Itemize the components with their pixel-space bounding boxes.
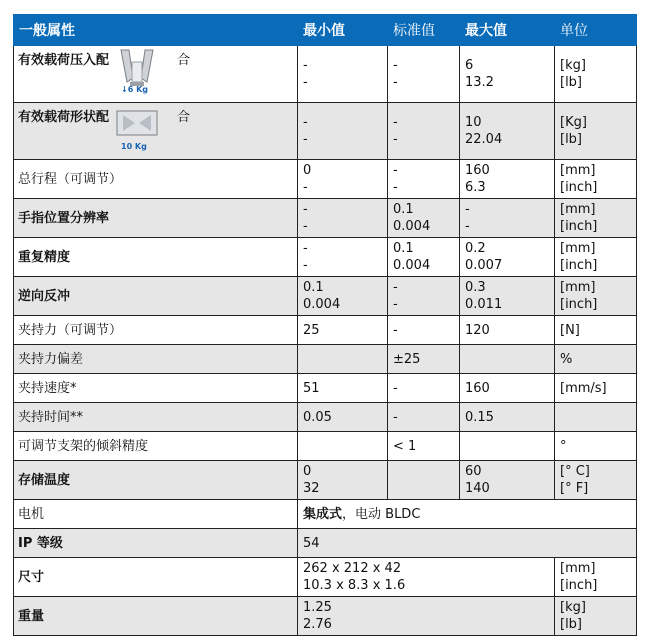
unit-cell bbox=[555, 403, 637, 432]
unit-cell: [mm] [inch] bbox=[555, 277, 637, 316]
unit-cell: [° C] [° F] bbox=[555, 461, 637, 500]
unit-cell: % bbox=[555, 345, 637, 374]
max-cell bbox=[460, 345, 555, 374]
row-label: IP 等级 bbox=[14, 529, 298, 558]
table-row bbox=[14, 403, 637, 432]
row-label-suffix: 合 bbox=[177, 53, 191, 68]
table-row bbox=[14, 316, 637, 345]
payload-tag: 10 Kg bbox=[121, 142, 147, 151]
payload-tag: ↓6 Kg bbox=[121, 85, 148, 94]
max-cell: 0.3 0.011 bbox=[460, 277, 555, 316]
max-cell: - - bbox=[460, 199, 555, 238]
unit-cell: [mm] [inch] bbox=[555, 199, 637, 238]
spec-table bbox=[13, 14, 637, 636]
weight-value: 1.25 2.76 bbox=[298, 597, 555, 636]
nominal-cell: - - bbox=[388, 277, 460, 316]
max-cell: 60 140 bbox=[460, 461, 555, 500]
table-row bbox=[14, 199, 637, 238]
min-cell: - - bbox=[298, 238, 388, 277]
nominal-cell: ±25 bbox=[388, 345, 460, 374]
row-label: 存储温度 bbox=[14, 461, 298, 500]
unit-cell: [N] bbox=[555, 316, 637, 345]
row-label-suffix: 合 bbox=[177, 110, 191, 125]
gripper-force-fit-image bbox=[115, 48, 159, 98]
row-label-cell bbox=[14, 46, 298, 103]
row-label: 有效载荷压入配 bbox=[18, 53, 110, 68]
table-row bbox=[14, 238, 637, 277]
row-label: 夹持速度* bbox=[14, 374, 298, 403]
unit-cell: [mm] [inch] bbox=[555, 238, 637, 277]
header-min: 最小值 bbox=[298, 15, 388, 46]
unit-cell: [Kg] [lb] bbox=[555, 103, 637, 160]
table-row bbox=[14, 500, 637, 529]
max-cell: 160 6.3 bbox=[460, 160, 555, 199]
nominal-cell: 0.1 0.004 bbox=[388, 238, 460, 277]
nominal-cell: - - bbox=[388, 160, 460, 199]
table-row bbox=[14, 432, 637, 461]
header-param: 一般属性 bbox=[14, 15, 298, 46]
min-cell: 0.1 0.004 bbox=[298, 277, 388, 316]
table-row bbox=[14, 46, 637, 103]
unit-cell: [kg] [lb] bbox=[555, 46, 637, 103]
row-label: 逆向反冲 bbox=[14, 277, 298, 316]
min-cell: - - bbox=[298, 103, 388, 160]
min-cell: 51 bbox=[298, 374, 388, 403]
table-row bbox=[14, 374, 637, 403]
row-label: 有效载荷形状配 bbox=[18, 110, 110, 125]
nominal-cell: - - bbox=[388, 103, 460, 160]
row-label: 重复精度 bbox=[14, 238, 298, 277]
row-label-cell bbox=[14, 103, 298, 160]
min-cell: - - bbox=[298, 46, 388, 103]
nominal-cell: - - bbox=[388, 46, 460, 103]
min-cell: 25 bbox=[298, 316, 388, 345]
size-value: 262 x 212 x 42 10.3 x 8.3 x 1.6 bbox=[298, 558, 555, 597]
min-cell: 0.05 bbox=[298, 403, 388, 432]
max-cell: 0.15 bbox=[460, 403, 555, 432]
row-label: 夹持力偏差 bbox=[14, 345, 298, 374]
unit-cell: [mm] [inch] bbox=[555, 558, 637, 597]
max-cell: 10 22.04 bbox=[460, 103, 555, 160]
min-cell: - - bbox=[298, 199, 388, 238]
unit-cell: [mm] [inch] bbox=[555, 160, 637, 199]
table-row bbox=[14, 277, 637, 316]
unit-cell: [mm/s] bbox=[555, 374, 637, 403]
max-cell: 120 bbox=[460, 316, 555, 345]
header-nominal: 标准值 bbox=[388, 15, 460, 46]
row-label: 重量 bbox=[14, 597, 298, 636]
max-cell: 160 bbox=[460, 374, 555, 403]
nominal-cell: - bbox=[388, 403, 460, 432]
unit-cell: ° bbox=[555, 432, 637, 461]
min-cell: 0 - bbox=[298, 160, 388, 199]
ip-value: 54 bbox=[298, 529, 637, 558]
unit-cell: [kg] [lb] bbox=[555, 597, 637, 636]
row-label: 总行程（可调节） bbox=[14, 160, 298, 199]
row-label: 可调节支架的倾斜精度 bbox=[14, 432, 298, 461]
max-cell: 0.2 0.007 bbox=[460, 238, 555, 277]
table-row bbox=[14, 558, 637, 597]
nominal-cell: - bbox=[388, 374, 460, 403]
gripper-form-fit-image bbox=[115, 105, 159, 155]
row-label: 尺寸 bbox=[14, 558, 298, 597]
header-max: 最大值 bbox=[460, 15, 555, 46]
min-cell bbox=[298, 432, 388, 461]
nominal-cell: 0.1 0.004 bbox=[388, 199, 460, 238]
table-row bbox=[14, 160, 637, 199]
nominal-cell bbox=[388, 461, 460, 500]
table-row bbox=[14, 597, 637, 636]
max-cell bbox=[460, 432, 555, 461]
table-row bbox=[14, 345, 637, 374]
motor-value: 集成式，电动 BLDC bbox=[298, 500, 637, 529]
table-row bbox=[14, 103, 637, 160]
max-cell: 6 13.2 bbox=[460, 46, 555, 103]
row-label: 手指位置分辨率 bbox=[14, 199, 298, 238]
header-row bbox=[14, 15, 637, 46]
nominal-cell: - bbox=[388, 316, 460, 345]
table-row bbox=[14, 461, 637, 500]
min-cell: 0 32 bbox=[298, 461, 388, 500]
header-unit: 单位 bbox=[555, 15, 637, 46]
table-row bbox=[14, 529, 637, 558]
min-cell bbox=[298, 345, 388, 374]
row-label: 电机 bbox=[14, 500, 298, 529]
nominal-cell: < 1 bbox=[388, 432, 460, 461]
row-label: 夹持力（可调节） bbox=[14, 316, 298, 345]
row-label: 夹持时间** bbox=[14, 403, 298, 432]
